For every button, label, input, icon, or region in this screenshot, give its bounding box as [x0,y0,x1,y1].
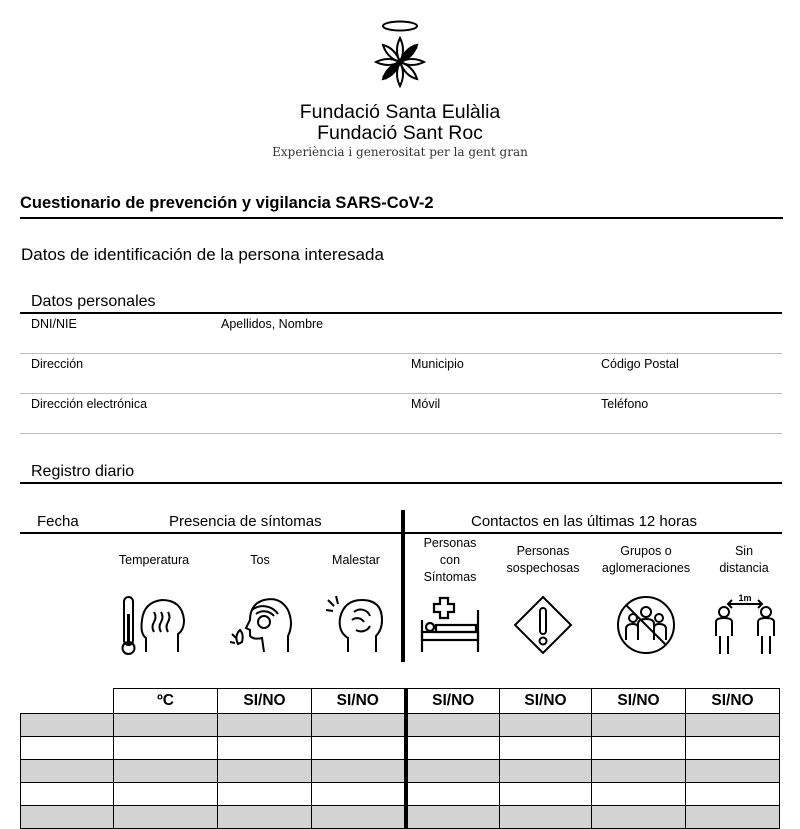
row-divider [20,393,782,394]
daily-registry-heading: Registro diario [31,463,135,480]
suspected-cell[interactable] [500,783,592,806]
date-cell[interactable] [21,806,114,829]
table-row [21,806,780,829]
malaise-icon [324,592,388,656]
groups-cell[interactable] [592,806,686,829]
personal-data-heading: Datos personales [31,293,156,310]
personal-data-rule [20,312,782,314]
malaise-cell[interactable] [312,783,406,806]
symptomatic-cell[interactable] [406,714,500,737]
malaise-cell[interactable] [312,806,406,829]
temperature-cell[interactable] [114,760,218,783]
date-column-heading: Fecha [37,513,79,530]
malaise-cell[interactable] [312,737,406,760]
title-rule [20,217,783,219]
date-cell[interactable] [21,783,114,806]
temperature-header: ºC [114,689,218,714]
table-row [21,783,780,806]
symptomatic-cell[interactable] [406,737,500,760]
symptom-temperature-label: Temperatura [118,553,190,567]
row-divider [20,353,782,354]
dni-label: DNI/NIE [31,317,77,331]
symptom-malaise-label: Malestar [332,553,380,567]
no-groups-icon [614,594,678,656]
malaise-header: SI/NO [312,689,406,714]
groups-contact-header: SI/NO [592,689,686,714]
temperature-cell[interactable] [114,714,218,737]
distance-tag: 1m [738,593,752,603]
logo-line-1: Fundació Santa Eulàlia [299,101,501,123]
date-cell[interactable] [21,714,114,737]
temperature-cell[interactable] [114,806,218,829]
date-cell[interactable] [21,737,114,760]
suspected-contact-header: SI/NO [500,689,592,714]
address-label: Dirección [31,357,84,371]
suspected-cell[interactable] [500,806,592,829]
cough-cell[interactable] [218,714,312,737]
malaise-cell[interactable] [312,760,406,783]
groups-cell[interactable] [592,714,686,737]
distance-icon [712,592,778,656]
logo-line-2: Fundació Sant Roc [317,122,483,144]
cough-cell[interactable] [218,737,312,760]
distance-cell[interactable] [686,737,780,760]
contacts-heading: Contactos en las últimas 12 horas [471,513,697,530]
suspected-cell[interactable] [500,760,592,783]
contact-groups-label: Grupos o aglomeraciones [601,544,691,575]
groups-cell[interactable] [592,737,686,760]
mobile-label: Móvil [411,397,441,411]
thermometer-head-icon [120,594,190,656]
postal-code-label: Código Postal [601,357,679,371]
names-label: Apellidos, Nombre [221,317,324,331]
suspected-cell[interactable] [500,714,592,737]
table-row [21,737,780,760]
table-header-row [21,689,780,714]
cough-icon [228,594,294,656]
groups-cell[interactable] [592,783,686,806]
phone-label: Teléfono [601,397,649,411]
daily-registry-table [20,688,780,829]
contact-symptomatic-label: Personas con Síntomas [423,536,477,584]
symptomatic-contact-header: SI/NO [406,689,500,714]
distance-cell[interactable] [686,760,780,783]
logo-tagline: Experiència i generositat per la gent gran [272,145,528,159]
table-row [21,714,780,737]
malaise-cell[interactable] [312,714,406,737]
temperature-cell[interactable] [114,737,218,760]
distance-contact-header: SI/NO [686,689,780,714]
cough-cell[interactable] [218,783,312,806]
symptoms-heading: Presencia de síntomas [169,513,322,530]
symptom-cough-label: Tos [250,553,270,567]
cough-header: SI/NO [218,689,312,714]
date-cell[interactable] [21,760,114,783]
municipality-label: Municipio [411,357,464,371]
cough-cell[interactable] [218,806,312,829]
table-header-blank [21,689,114,714]
contact-suspected-label: Personas sospechosas [506,544,580,575]
warning-sign-icon [512,594,574,656]
row-divider [20,433,782,434]
groups-cell[interactable] [592,760,686,783]
contact-distance-label: Sin distancia [719,544,769,575]
email-label: Dirección electrónica [31,397,148,411]
distance-cell[interactable] [686,806,780,829]
symptomatic-cell[interactable] [406,806,500,829]
section-heading: Datos de identificación de la persona interesada [21,245,384,264]
cough-cell[interactable] [218,760,312,783]
document-title: Cuestionario de prevención y vigilancia SARS-CoV-2 [20,194,434,212]
registry-rule [20,482,782,484]
distance-cell[interactable] [686,783,780,806]
registry-vertical-divider [401,510,405,662]
distance-cell[interactable] [686,714,780,737]
table-row [21,760,780,783]
sick-bed-icon [418,594,482,656]
temperature-cell[interactable] [114,783,218,806]
symptomatic-cell[interactable] [406,760,500,783]
symptomatic-cell[interactable] [406,783,500,806]
logo-icon [360,18,440,98]
suspected-cell[interactable] [500,737,592,760]
